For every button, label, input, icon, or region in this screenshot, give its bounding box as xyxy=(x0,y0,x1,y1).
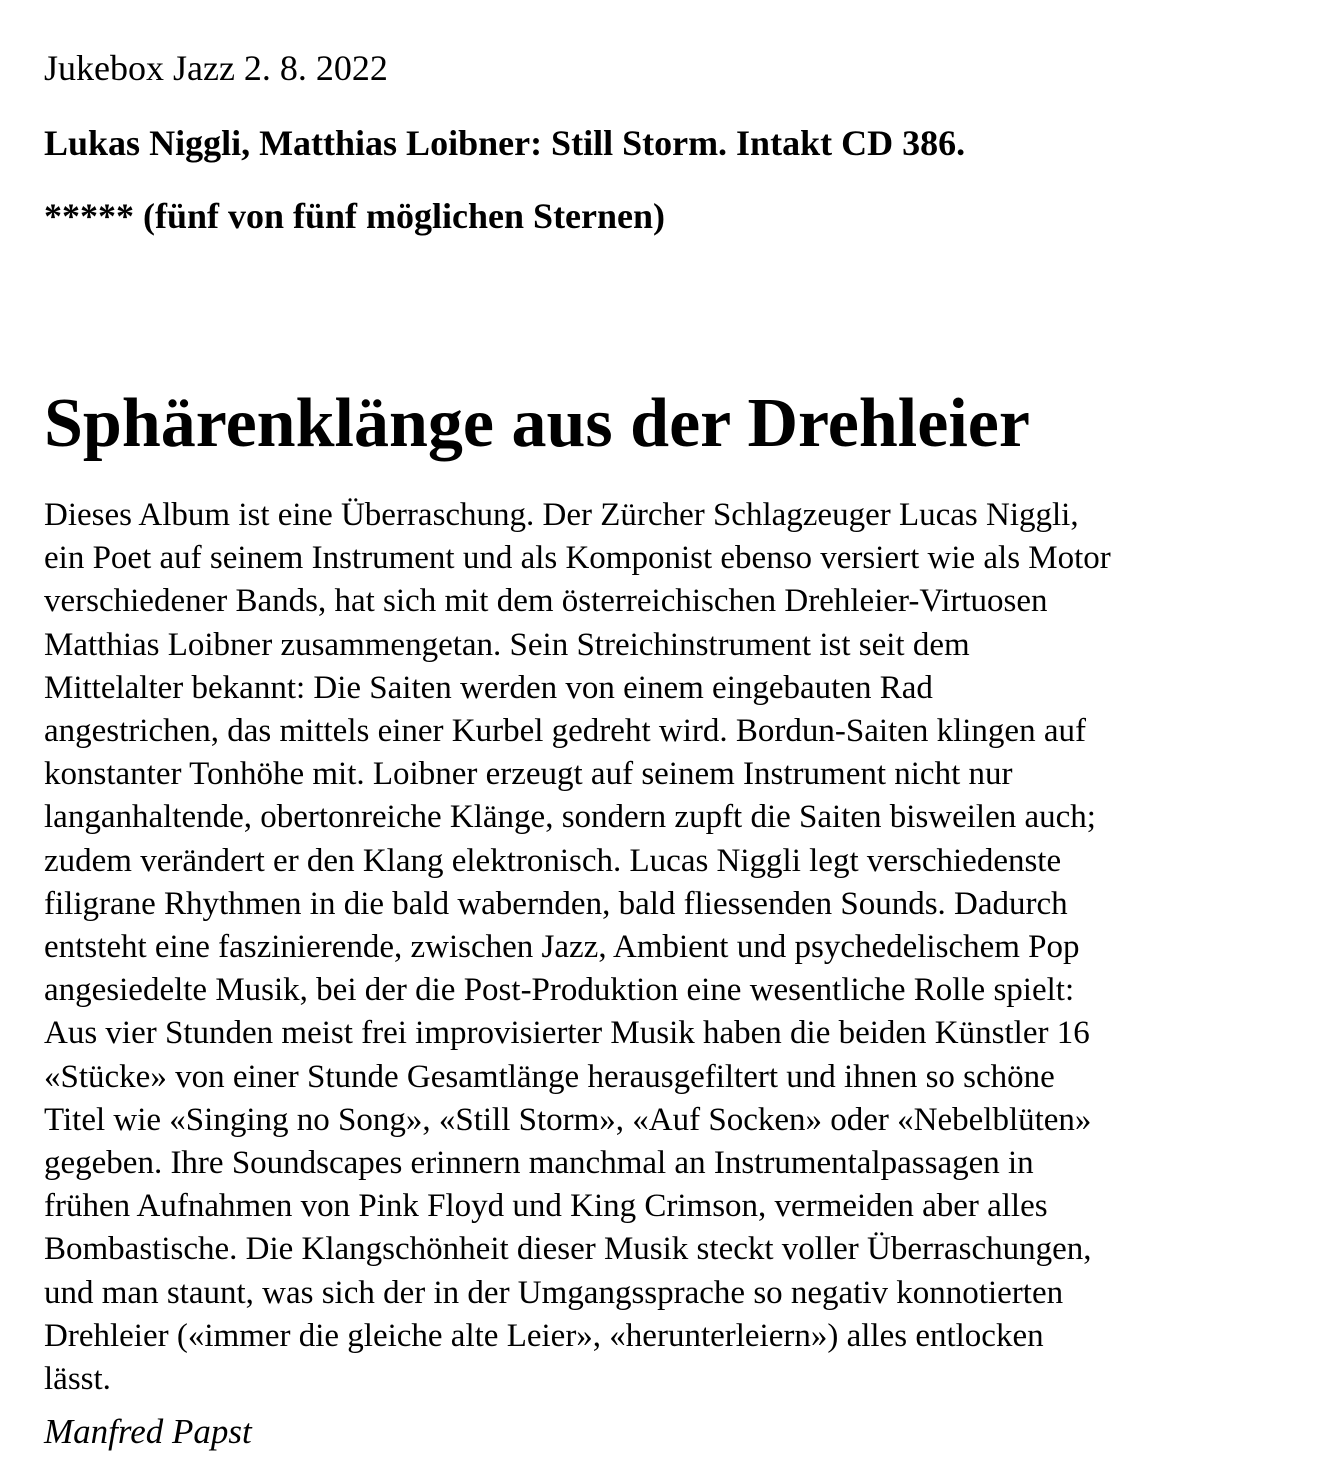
body-line: Dieses Album ist eine Überraschung. Der Zürcher Schlagzeuger Lucas Niggli, xyxy=(44,497,1079,533)
star-rating: ***** (fünf von fünf möglichen Sternen) xyxy=(44,196,666,236)
body-line: frühen Aufnahmen von Pink Floyd und King Crimson, vermeiden aber alles xyxy=(44,1188,1048,1225)
body-line: angestrichen, das mittels einer Kurbel gedreht wird. Bordun-Saiten klingen auf xyxy=(44,713,1086,750)
body-line: zudem verändert er den Klang elektronisch. Lucas Niggli legt verschiedenste xyxy=(44,842,1062,879)
body-line: Aus vier Stunden meist frei improvisierter Musik haben die beiden Künstler 16 xyxy=(44,1015,1090,1052)
body-line: Titel wie «Singing no Song», «Still Storm», «Auf Socken» oder «Nebelblüten» xyxy=(44,1101,1092,1138)
body-line: langanhaltende, obertonreiche Klänge, sondern zupft die Saiten bisweilen auch; xyxy=(44,799,1096,836)
body-line: lässt. xyxy=(44,1361,111,1398)
body-line: Mittelalter bekannt: Die Saiten werden von einem eingebauten Rad xyxy=(44,669,933,706)
article-body xyxy=(44,494,1111,1401)
body-line: Drehleier («immer die gleiche alte Leier», «herunterleiern») alles entlocken xyxy=(44,1317,1044,1354)
body-line: «Stücke» von einer Stunde Gesamtlänge herausgefiltert und ihnen so schöne xyxy=(44,1058,1055,1095)
body-line: gegeben. Ihre Soundscapes erinnern manchmal an Instrumentalpassagen in xyxy=(44,1145,1034,1182)
article-author: Manfred Papst xyxy=(44,1412,252,1451)
body-line: angesiedelte Musik, bei der die Post-Produktion eine wesentliche Rolle spielt: xyxy=(44,972,1075,1009)
body-line: Matthias Loibner zusammengetan. Sein Streichinstrument ist seit dem xyxy=(44,626,970,663)
body-line: ein Poet auf seinem Instrument und als Komponist ebenso versiert wie als Motor xyxy=(44,540,1111,577)
body-line: filigrane Rhythmen in die bald wabernden, bald fliessenden Sounds. Dadurch xyxy=(44,885,1068,922)
body-line: entsteht eine faszinierende, zwischen Jazz, Ambient und psychedelischem Pop xyxy=(44,929,1080,966)
record-info: Lukas Niggli, Matthias Loibner: Still Storm. Intakt CD 386. xyxy=(44,123,966,163)
body-line: und man staunt, was sich der in der Umgangssprache so negativ konnotierten xyxy=(44,1274,1064,1311)
body-line: verschiedener Bands, hat sich mit dem österreichischen Drehleier-Virtuosen xyxy=(44,583,1048,620)
article-headline: Sphärenklänge aus der Drehleier xyxy=(44,385,1030,462)
dateline: Jukebox Jazz 2. 8. 2022 xyxy=(44,48,388,88)
body-line: Bombastische. Die Klangschönheit dieser Musik steckt voller Überraschungen, xyxy=(44,1231,1092,1268)
body-line: konstanter Tonhöhe mit. Loibner erzeugt auf seinem Instrument nicht nur xyxy=(44,756,1013,793)
